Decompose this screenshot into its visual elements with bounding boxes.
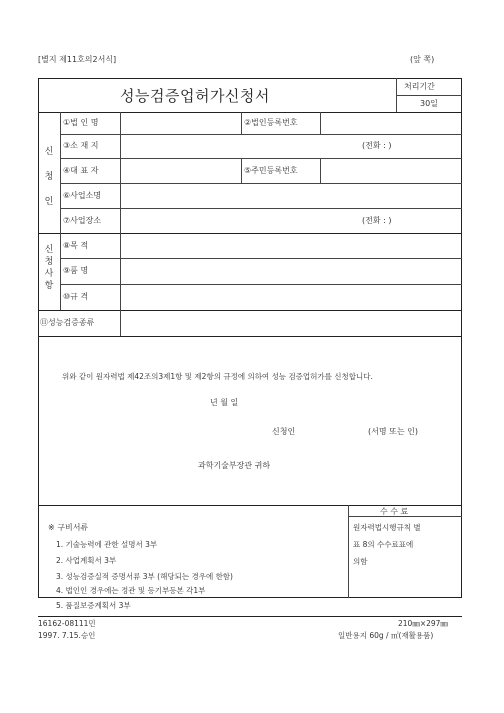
representative-label: ④대 표 자 bbox=[63, 166, 99, 175]
paper-spec: 일반용지 60g / ㎡(재활용품) bbox=[338, 631, 434, 640]
corp-name-field[interactable] bbox=[122, 114, 239, 133]
form-title: 성능검증업허가신청서 bbox=[120, 87, 270, 105]
form-code: 16162-08111민 bbox=[38, 619, 96, 628]
fee-line-1: 원자력법시행규칙 별 bbox=[353, 523, 421, 532]
address-phone: (전화 : ) bbox=[362, 141, 392, 150]
corp-name-label: ①법 인 명 bbox=[63, 118, 99, 127]
application-date: 년 월 일 bbox=[210, 398, 239, 407]
fee-heading: 수 수 료 bbox=[380, 507, 409, 516]
spec-label: ⑩규 격 bbox=[63, 292, 89, 301]
verification-type-field[interactable] bbox=[122, 312, 460, 335]
business-place-phone: (전화 : ) bbox=[362, 216, 392, 225]
fee-line-2: 표 8의 수수료표에 bbox=[353, 540, 414, 549]
verification-type-label: ⑪성능검증종류 bbox=[40, 318, 95, 327]
request-section-label: 신 청 사 항 bbox=[44, 245, 54, 291]
address-field[interactable] bbox=[122, 136, 352, 157]
business-place-label: ⑦사업장소 bbox=[63, 216, 102, 225]
document-item: 1. 기술능력에 관한 설명서 3부 bbox=[56, 540, 158, 549]
addressee: 과학기술부장관 귀하 bbox=[198, 461, 271, 470]
address-label: ③소 재 지 bbox=[63, 141, 99, 150]
item-name-label: ⑨품 명 bbox=[63, 266, 89, 275]
document-item: 3. 성능검증실적 증명서류 3부 (해당되는 경우에 한함) bbox=[56, 572, 233, 581]
document-item: 2. 사업계획서 3부 bbox=[56, 556, 117, 565]
spec-field[interactable] bbox=[122, 286, 460, 309]
signature-note: (서명 또는 인) bbox=[368, 427, 418, 436]
applicant-sign-label: 신청인 bbox=[272, 427, 296, 436]
documents-heading: ※ 구비서류 bbox=[48, 523, 89, 532]
processing-period-value: 30일 bbox=[420, 99, 438, 108]
business-place-field[interactable] bbox=[122, 210, 352, 232]
business-name-field[interactable] bbox=[122, 185, 460, 207]
application-statement: 위와 같이 원자력법 제42조의3제1항 및 제2항의 규정에 의하여 성능 검증업허가를 신청합니다. bbox=[62, 372, 373, 381]
fee-line-3: 의함 bbox=[353, 557, 368, 566]
approval-date: 1997. 7.15.승인 bbox=[38, 631, 96, 640]
applicant-section-label: 신 청 인 bbox=[44, 147, 54, 207]
corp-reg-no-field[interactable] bbox=[322, 114, 460, 133]
resident-no-field[interactable] bbox=[322, 160, 460, 182]
corp-reg-no-label: ②법인등록번호 bbox=[244, 118, 298, 127]
page-side-label: (앞 쪽) bbox=[410, 55, 435, 64]
applicant-name-field[interactable] bbox=[310, 424, 366, 438]
form-reference: [별지 제11호의2서식] bbox=[38, 55, 117, 64]
processing-period-label: 처리기간 bbox=[404, 82, 435, 91]
business-name-label: ⑥사업소명 bbox=[63, 191, 102, 200]
representative-field[interactable] bbox=[122, 160, 239, 182]
purpose-label: ⑧목 적 bbox=[63, 241, 89, 250]
document-item: 5. 품질보증계획서 3부 bbox=[56, 601, 131, 610]
purpose-field[interactable] bbox=[122, 235, 460, 257]
paper-size: 210㎜×297㎜ bbox=[398, 619, 448, 628]
document-item: 4. 법인인 경우에는 정관 및 등기부등본 각1부 bbox=[56, 586, 206, 595]
item-name-field[interactable] bbox=[122, 260, 460, 283]
resident-no-label: ⑤주민등록번호 bbox=[244, 166, 298, 175]
